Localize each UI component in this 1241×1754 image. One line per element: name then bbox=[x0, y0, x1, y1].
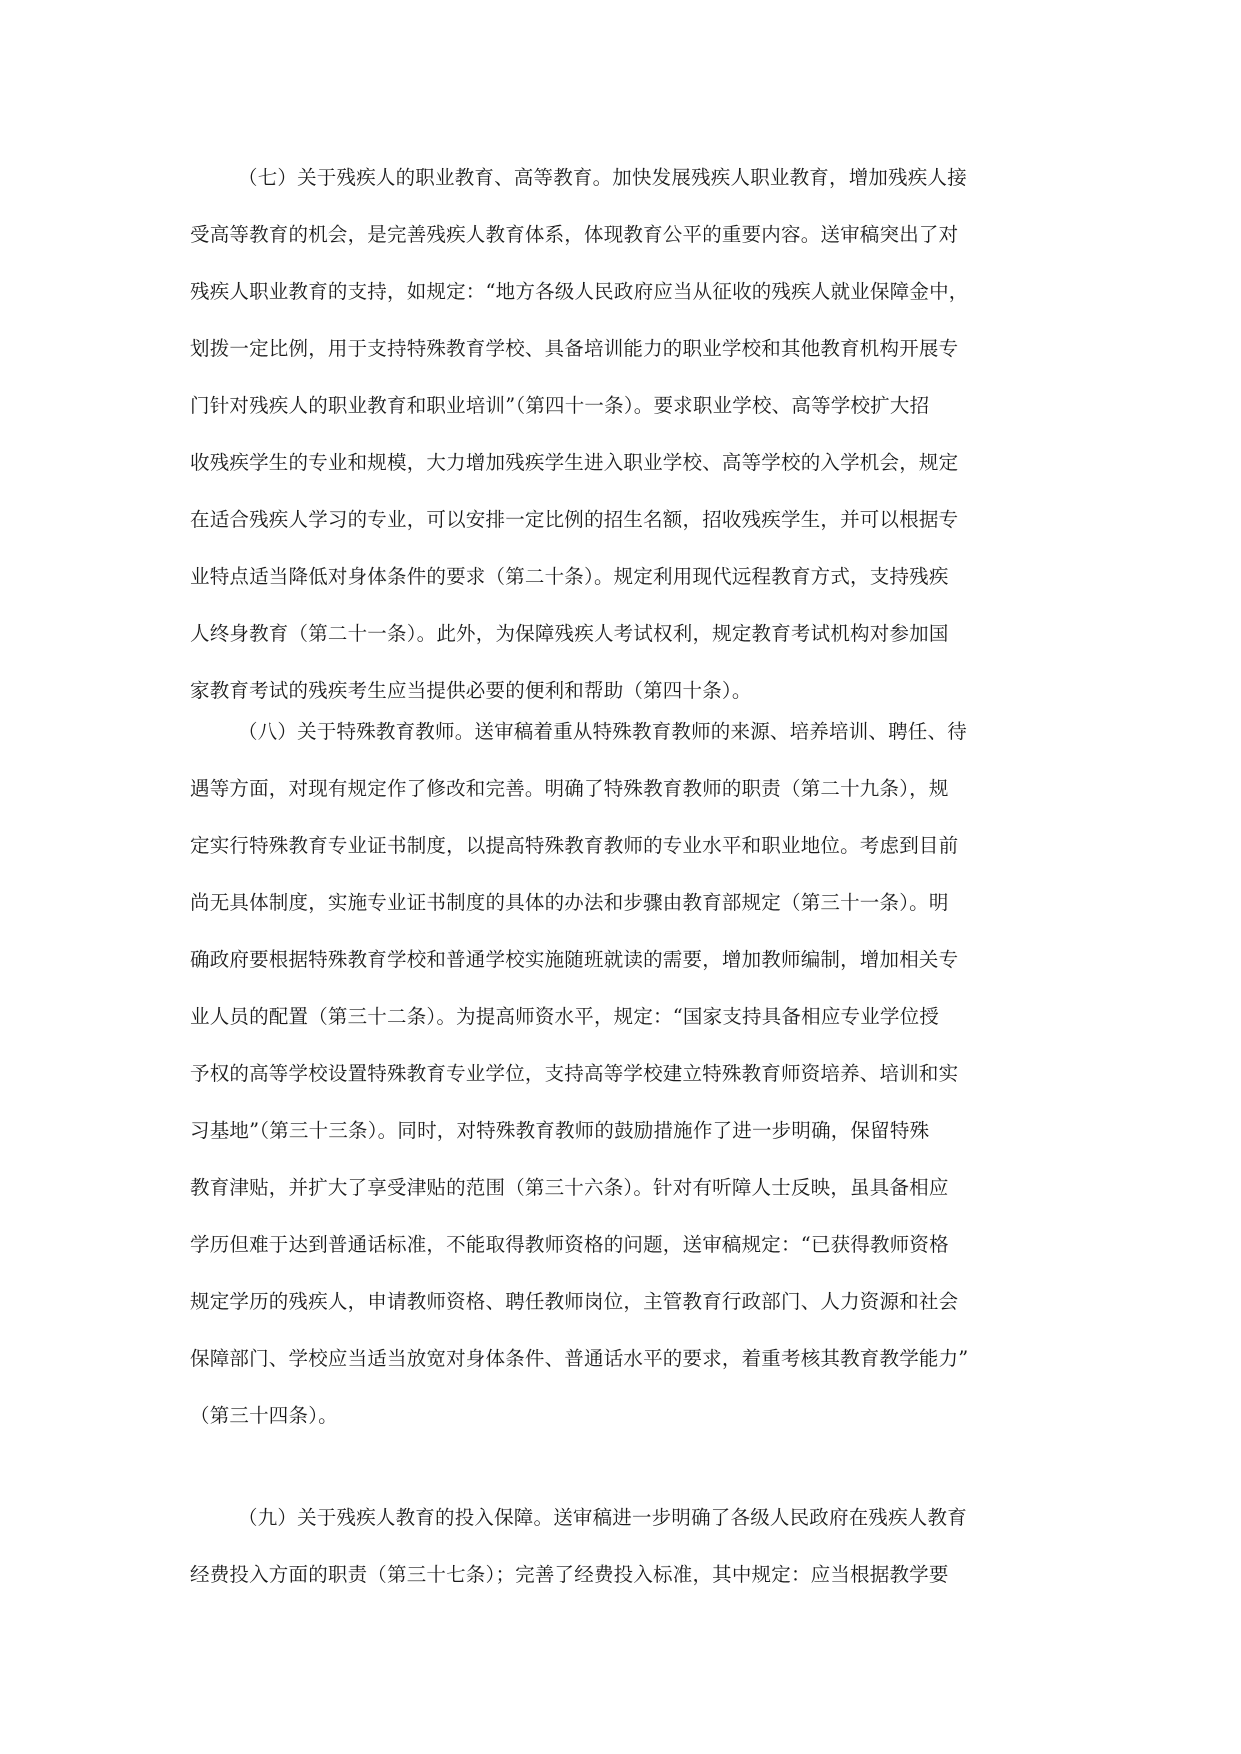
text-line: 划拨一定比例，用于支持特殊教育学校、具备培训能力的职业学校和其他教育机构开展专 bbox=[190, 337, 959, 360]
text-line: 业人员的配置（第三十二条）。为提高师资水平，规定：“国家支持具备相应专业学位授 bbox=[190, 1005, 940, 1028]
text-line: 定实行特殊教育专业证书制度，以提高特殊教育教师的专业水平和职业地位。考虑到目前 bbox=[190, 834, 959, 857]
text-line: 规定学历的残疾人，申请教师资格、聘任教师岗位，主管教育行政部门、人力资源和社会 bbox=[190, 1290, 959, 1313]
text-line: 门针对残疾人的职业教育和职业培训”（第四十一条）。要求职业学校、高等学校扩大招 bbox=[190, 394, 930, 417]
text-line: 受高等教育的机会，是完善残疾人教育体系，体现教育公平的重要内容。送审稿突出了对 bbox=[190, 223, 959, 246]
text-line: 尚无具体制度，实施专业证书制度的具体的办法和步骤由教育部规定（第三十一条）。明 bbox=[190, 891, 949, 914]
text-line: 确政府要根据特殊教育学校和普通学校实施随班就读的需要，增加教师编制，增加相关专 bbox=[190, 948, 959, 971]
paragraph-education-funding bbox=[190, 1489, 1070, 1603]
text-line: 业特点适当降低对身体条件的要求（第二十条）。规定利用现代远程教育方式，支持残疾 bbox=[190, 565, 949, 588]
text-line: 遇等方面，对现有规定作了修改和完善。明确了特殊教育教师的职责（第二十九条），规 bbox=[190, 777, 949, 800]
paragraph-special-education-teachers bbox=[190, 703, 1070, 1444]
text-line: 予权的高等学校设置特殊教育专业学位，支持高等学校建立特殊教育师资培养、培训和实 bbox=[190, 1062, 959, 1085]
text-line: 保障部门、学校应当适当放宽对身体条件、普通话水平的要求，着重考核其教育教学能力” bbox=[190, 1347, 969, 1370]
text-line: （第三十四条）。 bbox=[190, 1404, 338, 1427]
text-line: （八）关于特殊教育教师。送审稿着重从特殊教育教师的来源、培养培训、聘任、待 bbox=[238, 720, 967, 743]
text-line: 残疾人职业教育的支持，如规定：“地方各级人民政府应当从征收的残疾人就业保障金中， bbox=[190, 280, 969, 303]
text-line: 教育津贴，并扩大了享受津贴的范围（第三十六条）。针对有听障人士反映，虽具备相应 bbox=[190, 1176, 949, 1199]
text-line: （七）关于残疾人的职业教育、高等教育。加快发展残疾人职业教育，增加残疾人接 bbox=[238, 166, 967, 189]
text-line: 收残疾学生的专业和规模，大力增加残疾学生进入职业学校、高等学校的入学机会，规定 bbox=[190, 451, 959, 474]
text-line: 经费投入方面的职责（第三十七条）；完善了经费投入标准，其中规定：应当根据教学要 bbox=[190, 1563, 949, 1586]
text-line: 在适合残疾人学习的专业，可以安排一定比例的招生名额，招收残疾学生，并可以根据专 bbox=[190, 508, 959, 531]
text-line: 学历但难于达到普通话标准，不能取得教师资格的问题，送审稿规定：“已获得教师资格 bbox=[190, 1233, 949, 1256]
text-line: （九）关于残疾人教育的投入保障。送审稿进一步明确了各级人民政府在残疾人教育 bbox=[238, 1506, 967, 1529]
text-line: 习基地”（第三十三条）。同时，对特殊教育教师的鼓励措施作了进一步明确，保留特殊 bbox=[190, 1119, 930, 1142]
text-line: 人终身教育（第二十一条）。此外，为保障残疾人考试权利，规定教育考试机构对参加国 bbox=[190, 622, 949, 645]
paragraph-vocational-higher-education bbox=[190, 149, 1070, 719]
text-line: 家教育考试的残疾考生应当提供必要的便利和帮助（第四十条）。 bbox=[190, 679, 752, 702]
